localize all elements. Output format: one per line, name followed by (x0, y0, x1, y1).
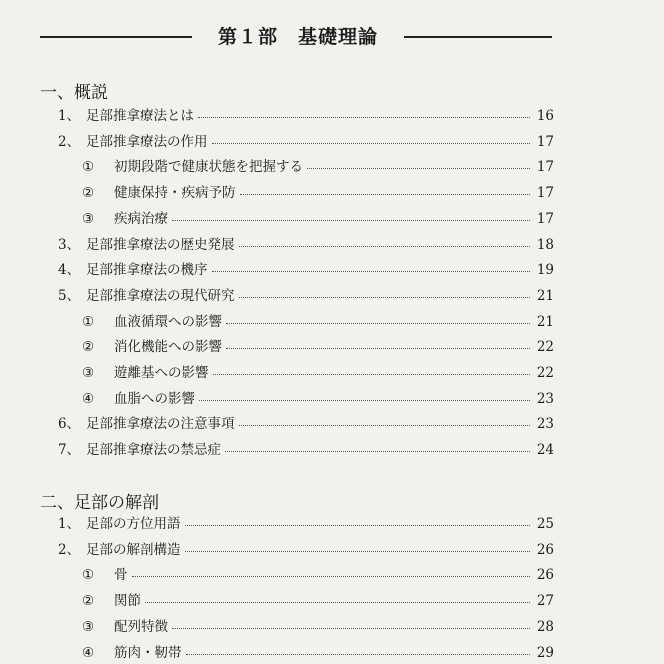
entry-number: ② (82, 339, 95, 355)
toc-entry[interactable] (82, 207, 554, 227)
dot-leader (239, 246, 531, 247)
entry-label: 配列特徴 (114, 619, 168, 635)
entry-number: ④ (82, 391, 95, 407)
dot-leader (185, 551, 531, 552)
entry-label: 足部推拿療法の注意事項 (86, 416, 235, 432)
dot-leader (226, 348, 530, 349)
toc-entry[interactable] (82, 387, 554, 407)
entry-label: 健康保持・疾病予防 (114, 185, 236, 201)
dot-leader (307, 168, 530, 169)
toc-entry[interactable] (58, 284, 554, 304)
entry-page-number: 29 (536, 645, 554, 661)
entry-page-number: 22 (536, 365, 554, 381)
entry-number: ① (82, 567, 95, 583)
part-title: 第１部 基礎理論 (217, 26, 378, 48)
entry-page-number: 17 (536, 159, 554, 175)
entry-label: 足部推拿療法とは (86, 108, 194, 124)
toc-entry[interactable] (82, 310, 554, 330)
toc-entry[interactable] (82, 589, 554, 609)
entry-label: 消化機能への影響 (114, 339, 222, 355)
entry-number: 4、 (58, 262, 81, 278)
entry-page-number: 26 (536, 567, 554, 583)
toc-entry[interactable] (58, 130, 554, 150)
entry-label: 足部の方位用語 (86, 516, 181, 532)
entry-page-number: 17 (536, 134, 554, 150)
part-header (0, 22, 664, 52)
toc-entry[interactable] (58, 438, 554, 458)
toc-entry[interactable] (82, 563, 554, 583)
toc-entry[interactable] (58, 512, 554, 532)
dot-leader (240, 194, 531, 195)
entry-number: 2、 (58, 134, 81, 150)
toc-entry[interactable] (82, 615, 554, 635)
entry-page-number: 16 (536, 108, 554, 124)
entry-label: 足部推拿療法の機序 (86, 262, 208, 278)
dot-leader (172, 220, 530, 221)
entry-label: 血脂への影響 (114, 391, 195, 407)
dot-leader (186, 654, 531, 655)
entry-number: ① (82, 314, 95, 330)
toc-entry[interactable] (58, 412, 554, 432)
entry-page-number: 17 (536, 185, 554, 201)
entry-page-number: 18 (536, 237, 554, 253)
entry-number: 6、 (58, 416, 81, 432)
header-rule-right (404, 36, 552, 38)
entry-number: ④ (82, 645, 95, 661)
entry-number: 3、 (58, 237, 81, 253)
entry-label: 骨 (114, 567, 128, 583)
entry-page-number: 21 (536, 288, 554, 304)
header-rule-left (40, 36, 192, 38)
entry-page-number: 23 (536, 391, 554, 407)
entry-number: ② (82, 185, 95, 201)
entry-page-number: 24 (536, 442, 554, 458)
toc-entry[interactable] (58, 538, 554, 558)
entry-number: ③ (82, 365, 95, 381)
dot-leader (239, 425, 531, 426)
toc-entry[interactable] (82, 335, 554, 355)
dot-leader (225, 451, 530, 452)
entry-number: ① (82, 159, 95, 175)
dot-leader (213, 374, 531, 375)
toc-entry[interactable] (58, 258, 554, 278)
entry-label: 遊離基への影響 (114, 365, 209, 381)
entry-page-number: 23 (536, 416, 554, 432)
entry-page-number: 21 (536, 314, 554, 330)
entry-number: 1、 (58, 516, 81, 532)
dot-leader (226, 323, 530, 324)
entry-page-number: 27 (536, 593, 554, 609)
entry-label: 足部の解剖構造 (86, 542, 181, 558)
toc-entry[interactable] (82, 361, 554, 381)
entry-label: 血液循環への影響 (114, 314, 222, 330)
toc-entry[interactable] (58, 233, 554, 253)
entry-page-number: 19 (536, 262, 554, 278)
entry-number: ③ (82, 619, 95, 635)
entry-page-number: 25 (536, 516, 554, 532)
dot-leader (185, 525, 531, 526)
entry-label: 足部推拿療法の現代研究 (86, 288, 235, 304)
entry-label: 初期段階で健康状態を把握する (114, 159, 303, 175)
toc-entry[interactable] (82, 641, 554, 661)
entry-number: ③ (82, 211, 95, 227)
entry-label: 足部推拿療法の歴史発展 (86, 237, 235, 253)
toc-entry[interactable] (82, 181, 554, 201)
dot-leader (145, 602, 530, 603)
dot-leader (199, 400, 530, 401)
section-title: 二、足部の解剖 (40, 493, 159, 513)
entry-label: 関節 (114, 593, 141, 609)
section-title: 一、概説 (40, 83, 108, 103)
entry-label: 足部推拿療法の作用 (86, 134, 208, 150)
dot-leader (172, 628, 530, 629)
toc-entry[interactable] (82, 155, 554, 175)
entry-number: 1、 (58, 108, 81, 124)
entry-page-number: 26 (536, 542, 554, 558)
entry-number: ② (82, 593, 95, 609)
entry-page-number: 28 (536, 619, 554, 635)
entry-number: 7、 (58, 442, 81, 458)
dot-leader (212, 271, 531, 272)
dot-leader (132, 576, 531, 577)
entry-label: 疾病治療 (114, 211, 168, 227)
dot-leader (212, 143, 531, 144)
entry-label: 筋肉・靭帯 (114, 645, 182, 661)
entry-label: 足部推拿療法の禁忌症 (86, 442, 221, 458)
toc-entry[interactable] (58, 104, 554, 124)
entry-page-number: 22 (536, 339, 554, 355)
dot-leader (198, 117, 530, 118)
entry-page-number: 17 (536, 211, 554, 227)
dot-leader (239, 297, 531, 298)
entry-number: 5、 (58, 288, 81, 304)
entry-number: 2、 (58, 542, 81, 558)
